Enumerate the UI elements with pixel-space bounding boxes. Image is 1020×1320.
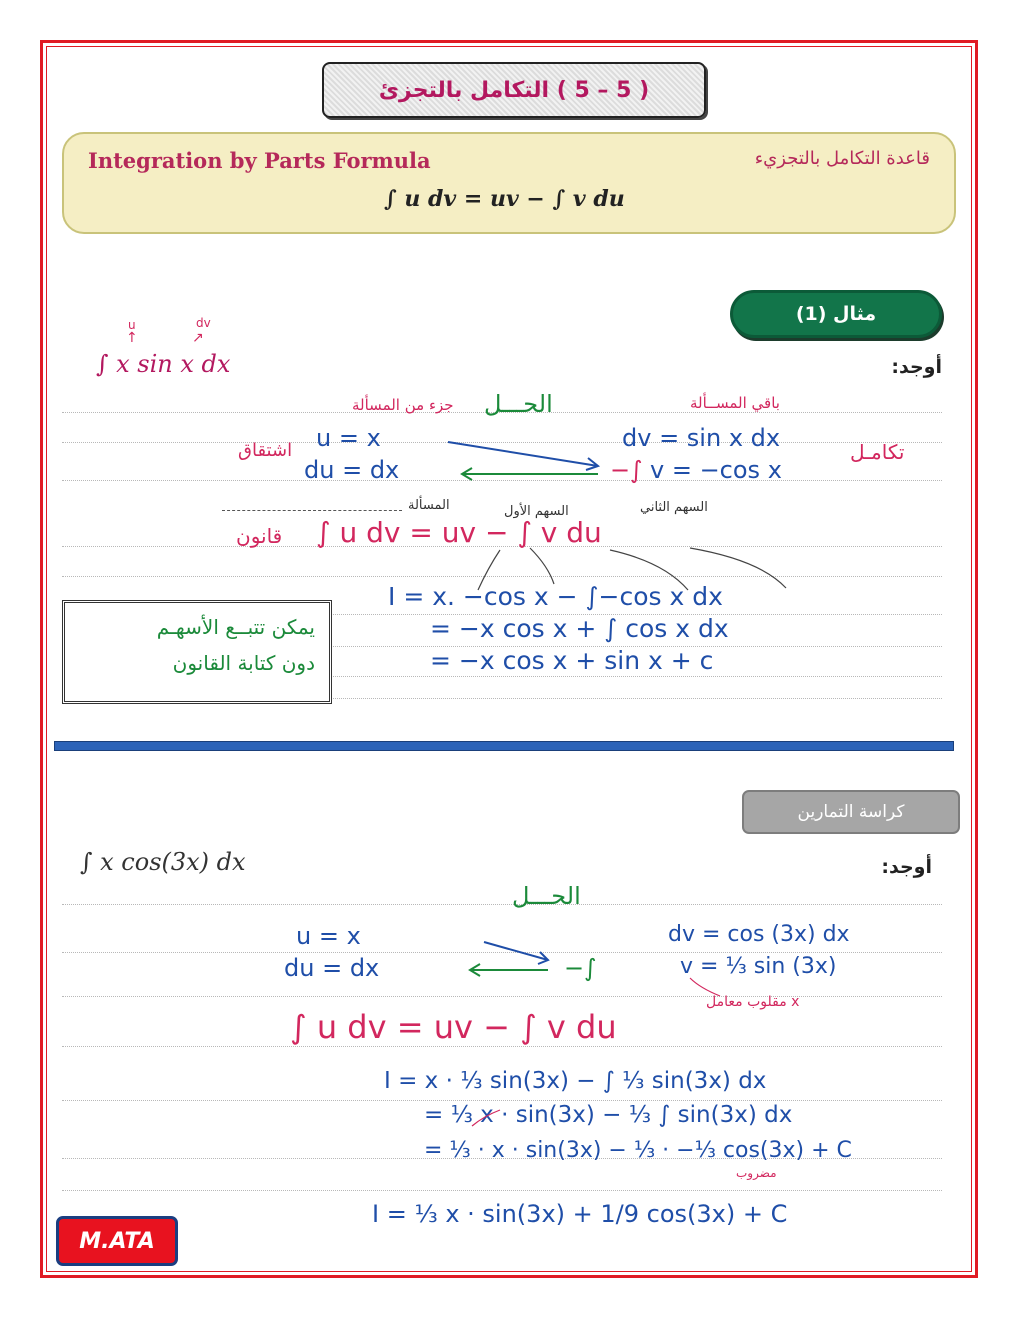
formula-expression: ∫ u dv = uv − ∫ v du [384,186,625,212]
solution-title-2: الحـــل [512,882,581,910]
example-badge-label: مثال (1) [795,303,877,325]
ruled-line [62,480,942,481]
law-2: ∫ u dv = uv − ∫ v du [290,1008,617,1046]
author-badge-label: M.ATA [79,1228,155,1254]
section-separator [54,741,954,751]
final-answer: I = ⅓ x · sin(3x) + 1/9 cos(3x) + C [372,1200,788,1228]
part-of-problem-label: جزء من المسألة [352,396,454,414]
step1-1: I = x. −cos x − ∫−cos x dx [388,582,723,611]
law-1: ∫ u dv = uv − ∫ v du [316,516,602,549]
dv-mark: dv [196,316,211,330]
u-line: u = x [316,424,381,452]
v-line: v = −cos x [650,456,782,484]
step2-1: = −x cos x + ∫ cos x dx [430,614,729,643]
step1-2: I = x · ⅓ sin(3x) − ∫ ⅓ sin(3x) dx [384,1068,767,1094]
find-label-2: أوجد: [881,856,932,878]
note-line-1: يمكن تتبــع الأسهـم [156,615,315,639]
example1-integral: ∫ x sin x dx [96,350,231,378]
note-box [62,600,332,704]
solution-title-1: الحـــل [484,390,553,418]
dv-line-2: dv = cos (3x) dx [668,922,850,947]
step3-2: = ⅓ · x · sin(3x) − ⅓ · −⅓ cos(3x) + C [424,1138,852,1163]
step2-2: = ⅓ x · sin(3x) − ⅓ ∫ sin(3x) dx [424,1102,793,1128]
dv-arrow-icon: ↗ [192,330,204,346]
formula-english-title: Integration by Parts Formula [88,148,431,173]
ruled-line [62,952,942,953]
exercise-book-tab [742,790,960,834]
integration-label: تكامـل [850,440,905,464]
dashed-separator [222,510,402,511]
formula-box [62,132,956,234]
formula-arabic-title: قاعدة التكامل بالتجزيء [754,148,930,169]
find-label-1: أوجد: [891,356,942,378]
second-arrow-label: السهم الثاني [640,500,708,515]
ruled-line [62,904,942,905]
ruled-line [62,576,942,577]
exercise-integral: ∫ x cos(3x) dx [80,848,246,876]
integral-sign-1: −∫ [610,456,643,484]
author-badge [56,1216,178,1266]
u-mark: u [128,318,136,332]
ruled-line [62,1100,942,1101]
du-line: du = dx [304,456,400,484]
ruled-line [62,1046,942,1047]
u-arrow-icon: ↑ [126,330,138,346]
ruled-line [62,996,942,997]
law-label: قانون [236,524,283,548]
step3-note: مضروب [736,1166,777,1180]
problem-label: المسألة [408,498,450,513]
u-line-2: u = x [296,922,361,950]
derivative-label: اشتقاق [238,440,293,461]
lesson-title: ( 5 – 5 ) التكامل بالتجزئ [378,77,650,103]
lesson-title-box [322,62,706,118]
v-line-2: v = ⅓ sin (3x) [680,954,837,979]
note-line-2: دون كتابة القانون [172,651,315,675]
reciprocal-note: مقلوب معامل x [706,994,800,1010]
example-badge [730,290,942,338]
dv-line: dv = sin x dx [622,424,781,452]
integral-sign-2: −∫ [564,954,597,982]
ruled-line [62,442,942,443]
ruled-line [62,1190,942,1191]
exercise-book-label: كراسة التمارين [797,802,905,822]
rest-of-problem-label: باقي المســألة [690,394,780,412]
du-line-2: du = dx [284,954,380,982]
step3-1: = −x cos x + sin x + c [430,646,714,675]
first-arrow-label: السهم الأول [504,504,569,519]
